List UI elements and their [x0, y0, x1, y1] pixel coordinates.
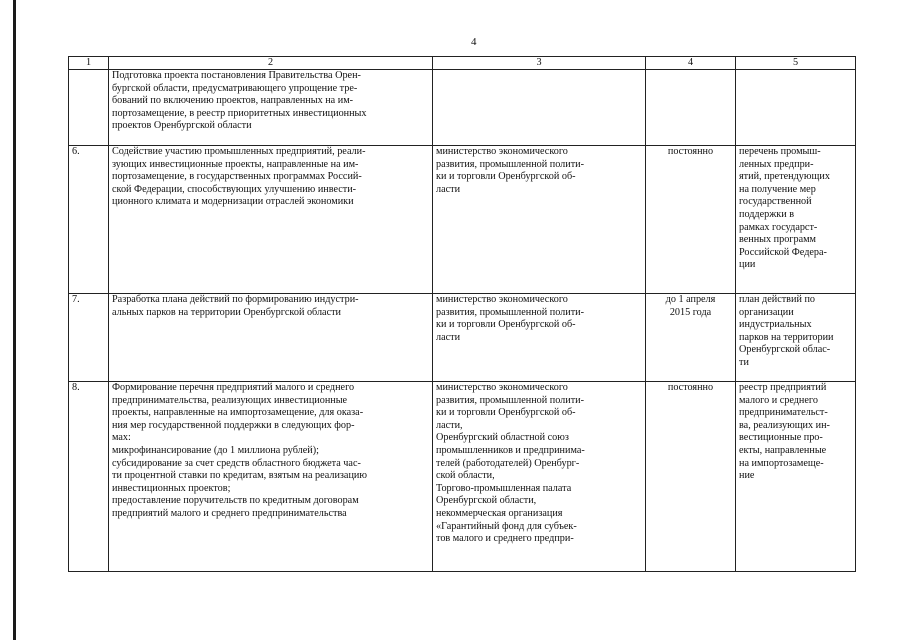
- executors-cell: [433, 146, 646, 294]
- cell-line: тов малого и среднего предпри-: [436, 533, 574, 545]
- cell-line: на получение мер: [739, 183, 816, 195]
- result-cell: [736, 382, 856, 572]
- cell-line: венных программ: [739, 234, 816, 246]
- measure-cell: [109, 70, 433, 146]
- cell-line: ние: [739, 470, 755, 482]
- cell-line: индустриальных: [739, 319, 812, 331]
- measure-cell: [109, 294, 433, 382]
- cell-line: рамках государст-: [739, 221, 818, 233]
- cell-line: субсидирование за счет средств областного бюджета час-: [112, 457, 361, 469]
- table-row: [69, 382, 856, 572]
- cell-line: мах:: [112, 432, 131, 444]
- row-number-text: 7.: [72, 294, 80, 305]
- measures-table: [68, 56, 856, 572]
- cell-line: ки и торговли Оренбургской об-: [436, 171, 576, 183]
- table-row: [69, 294, 856, 382]
- deadline-cell: [646, 146, 736, 294]
- measure-cell: [109, 146, 433, 294]
- cell-line: альных парков на территории Оренбургской области: [112, 306, 342, 318]
- cell-line: министерство экономического: [436, 382, 568, 393]
- cell-line: бургской области, предусматривающего упрощение тре-: [112, 82, 358, 94]
- cell-line: некоммерческая организация: [436, 507, 563, 519]
- header-col-2: 2: [109, 57, 433, 70]
- cell-line: парков на территории: [739, 331, 834, 343]
- cell-line: предприятий малого и среднего предпринимательства: [112, 507, 347, 519]
- cell-line: промышленников и предпринима-: [436, 444, 585, 456]
- cell-line: до 1 апреля: [665, 294, 716, 305]
- cell-line: «Гарантийный фонд для субъек-: [436, 520, 577, 532]
- cell-line: предоставление поручительств по кредитным договорам: [112, 495, 359, 507]
- cell-line: зующих инвестиционные проекты, направленные на им-: [112, 158, 359, 170]
- cell-line: поддержки в: [739, 208, 795, 220]
- cell-line: постоянно: [667, 382, 714, 393]
- cell-line: реестр предприятий: [739, 382, 827, 393]
- cell-line: портозамещение, в государственных программах Россий-: [112, 171, 362, 183]
- measure-cell: [109, 382, 433, 572]
- cell-line: Оренбургской области,: [436, 495, 537, 507]
- cell-line: перечень промыш-: [739, 146, 821, 157]
- cell-line: ки и торговли Оренбургской об-: [436, 407, 576, 419]
- cell-line: развития, промышленной полити-: [436, 158, 585, 170]
- cell-line: развития, промышленной полити-: [436, 306, 585, 318]
- cell-line: Оренбургской облас-: [739, 344, 831, 356]
- row-number: [69, 294, 109, 382]
- cell-line: организации: [739, 306, 794, 318]
- executors-cell: [433, 382, 646, 572]
- row-number-text: 8.: [72, 382, 80, 393]
- cell-line: ласти: [436, 183, 461, 195]
- deadline-cell: [646, 382, 736, 572]
- cell-line: Содействие участию промышленных предприятий, реали-: [112, 146, 366, 157]
- cell-line: ки и торговли Оренбургской об-: [436, 319, 576, 331]
- cell-line: ласти,: [436, 419, 463, 431]
- cell-line: ласти: [436, 331, 461, 343]
- deadline-cell: [646, 294, 736, 382]
- cell-line: вестиционные про-: [739, 432, 823, 444]
- table-body: [69, 70, 856, 572]
- cell-line: ятий, претендующих: [739, 171, 830, 183]
- row-number: [69, 382, 109, 572]
- cell-line: Российской Федера-: [739, 246, 827, 258]
- cell-line: ти: [739, 356, 749, 368]
- deadline-cell: [646, 70, 736, 146]
- page-number: 4: [471, 36, 477, 48]
- left-margin-rule: [13, 0, 16, 640]
- cell-line: малого и среднего: [739, 394, 818, 406]
- cell-line: государственной: [739, 196, 812, 208]
- cell-line: инвестиционных проектов;: [112, 482, 231, 494]
- cell-line: Разработка плана действий по формированию индустри-: [112, 294, 359, 305]
- cell-line: министерство экономического: [436, 294, 568, 305]
- cell-line: ти процентной ставки по кредитам, взятым на реализацию: [112, 470, 367, 482]
- cell-line: ции: [739, 259, 756, 271]
- executors-cell: [433, 294, 646, 382]
- cell-line: ционного климата и модернизации отраслей экономики: [112, 196, 354, 208]
- cell-line: екты, направленные: [739, 444, 827, 456]
- cell-line: ва, реализующих ин-: [739, 419, 830, 431]
- cell-line: 2015 года: [669, 306, 712, 318]
- cell-line: Торгово-промышленная палата: [436, 482, 572, 494]
- cell-line: ской области,: [436, 470, 495, 482]
- cell-line: предпринимательст-: [739, 407, 828, 419]
- cell-line: Подготовка проекта постановления Правительства Орен-: [112, 70, 361, 81]
- table-row: [69, 146, 856, 294]
- table-row: [69, 70, 856, 146]
- row-number-text: 6.: [72, 146, 80, 157]
- result-cell: [736, 294, 856, 382]
- cell-line: проекты, направленные на импортозамещение, для оказа-: [112, 407, 364, 419]
- cell-line: план действий по: [739, 294, 815, 305]
- header-col-3: 3: [433, 57, 646, 70]
- cell-line: микрофинансирование (до 1 миллиона рублей);: [112, 444, 319, 456]
- cell-line: Формирование перечня предприятий малого и среднего: [112, 382, 355, 393]
- cell-line: ленных предпри-: [739, 158, 814, 170]
- executors-cell: [433, 70, 646, 146]
- cell-line: бований по включению проектов, направленных на им-: [112, 95, 354, 107]
- row-number: [69, 146, 109, 294]
- header-col-4: 4: [646, 57, 736, 70]
- header-col-5: 5: [736, 57, 856, 70]
- cell-line: постоянно: [667, 146, 714, 157]
- cell-line: ской Федерации, способствующих улучшению инвести-: [112, 183, 357, 195]
- cell-line: проектов Оренбургской области: [112, 120, 252, 132]
- result-cell: [736, 70, 856, 146]
- header-col-1: 1: [69, 57, 109, 70]
- cell-line: предпринимательства, реализующих инвестиционные: [112, 394, 348, 406]
- cell-line: министерство экономического: [436, 146, 568, 157]
- cell-line: ния мер государственной поддержки в следующих фор-: [112, 419, 355, 431]
- cell-line: Оренбургский областной союз: [436, 432, 569, 444]
- result-cell: [736, 146, 856, 294]
- cell-line: развития, промышленной полити-: [436, 394, 585, 406]
- cell-line: портозамещение, в реестр приоритетных инвестиционных: [112, 107, 367, 119]
- cell-line: на импортозамеще-: [739, 457, 824, 469]
- cell-line: телей (работодателей) Оренбург-: [436, 457, 580, 469]
- row-number: [69, 70, 109, 146]
- header-row: [69, 57, 856, 70]
